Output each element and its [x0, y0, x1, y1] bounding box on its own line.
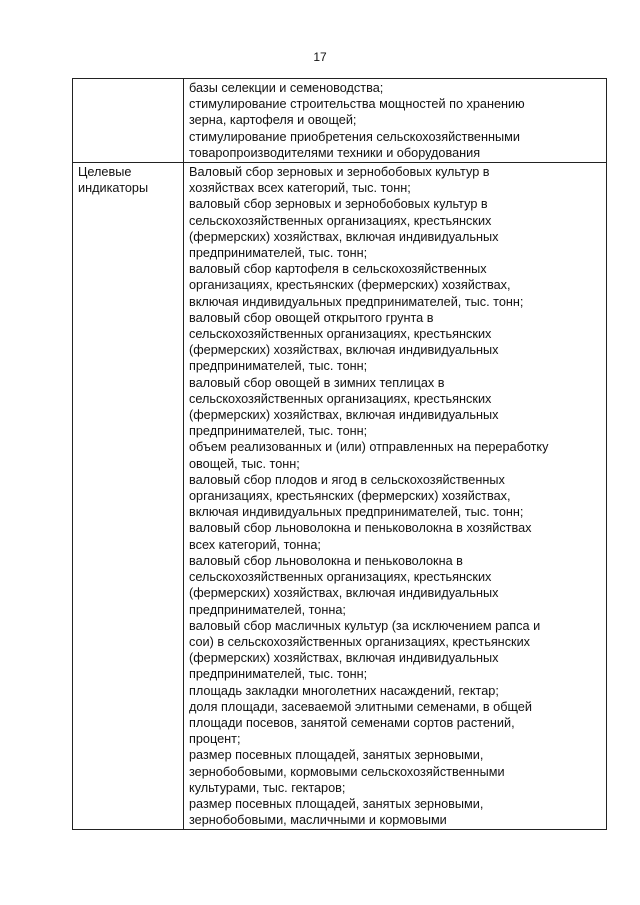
text-line: сельскохозяйственных организациях, крестьянских	[189, 327, 492, 342]
text-line: валовый сбор льноволокна и пеньковолокна в	[189, 553, 463, 568]
text-line: сельскохозяйственных организациях, крестьянских	[189, 570, 492, 585]
text-line: предпринимателей, тонна;	[189, 602, 346, 617]
text-line: валовый сбор плодов и ягод в сельскохозяйственных	[189, 472, 505, 487]
text-line: валовый сбор овощей открытого грунта в	[189, 310, 434, 325]
text-line: базы селекции и семеноводства;	[189, 81, 384, 95]
page-number: 17	[313, 50, 327, 64]
text-line: (фермерских) хозяйствах, включая индивидуальных	[189, 343, 499, 358]
row-label-cell	[73, 79, 184, 163]
text-line: товаропроизводителями техники и оборудования	[189, 145, 481, 160]
text-line: процент;	[189, 732, 241, 747]
text-line: предпринимателей, тыс. тонн;	[189, 359, 368, 374]
text-line: всех категорий, тонна;	[189, 537, 321, 552]
text-line: стимулирование строительства мощностей по хранению	[189, 97, 525, 112]
text-line: валовый сбор льноволокна и пеньковолокна в хозяйствах	[189, 521, 532, 536]
text-line: площади посевов, занятой семенами сортов растений,	[189, 715, 515, 730]
text-line: размер посевных площадей, занятых зерновыми,	[189, 796, 484, 811]
text-line: сельскохозяйственных организациях, крестьянских	[189, 213, 492, 228]
text-line: организациях, крестьянских (фермерских) хозяйствах,	[189, 278, 511, 293]
row-label-line: индикаторы	[78, 181, 149, 196]
text-line: культурами, тыс. гектаров;	[189, 780, 346, 795]
text-line: (фермерских) хозяйствах, включая индивидуальных	[189, 408, 499, 423]
text-line: предпринимателей, тыс. тонн;	[189, 667, 368, 682]
row-label-cell	[73, 163, 184, 830]
text-line: организациях, крестьянских (фермерских) хозяйствах,	[189, 489, 511, 504]
text-line: предпринимателей, тыс. тонн;	[189, 246, 368, 261]
text-line: включая индивидуальных предпринимателей, тыс. тонн;	[189, 294, 524, 309]
text-line: хозяйствах всех категорий, тыс. тонн;	[189, 181, 411, 196]
text-line: зерна, картофеля и овощей;	[189, 113, 357, 128]
text-line: объем реализованных и (или) отправленных на переработку	[189, 440, 549, 455]
row-content-cell	[184, 79, 607, 163]
table-row	[73, 79, 607, 163]
text-line: предпринимателей, тыс. тонн;	[189, 424, 368, 439]
text-line: (фермерских) хозяйствах, включая индивидуальных	[189, 651, 499, 666]
text-line: валовый сбор картофеля в сельскохозяйственных	[189, 262, 487, 277]
text-line: зернобобовыми, масличными и кормовыми	[189, 813, 447, 828]
text-line: площадь закладки многолетних насаждений, гектар;	[189, 683, 499, 698]
table-row	[73, 163, 607, 830]
text-line: сои) в сельскохозяйственных организациях, крестьянских	[189, 634, 531, 649]
row-content-cell	[184, 163, 607, 830]
text-line: доля площади, засеваемой элитными семенами, в общей	[189, 699, 532, 714]
text-line: (фермерских) хозяйствах, включая индивидуальных	[189, 586, 499, 601]
text-line: Валовый сбор зерновых и зернобобовых культур в	[189, 165, 490, 180]
text-line: (фермерских) хозяйствах, включая индивидуальных	[189, 229, 499, 244]
text-line: сельскохозяйственных организациях, крестьянских	[189, 391, 492, 406]
program-passport-table	[72, 78, 607, 830]
text-line: валовый сбор масличных культур (за исключением рапса и	[189, 618, 541, 633]
text-line: зернобобовыми, кормовыми сельскохозяйственными	[189, 764, 505, 779]
text-line: включая индивидуальных предпринимателей, тыс. тонн;	[189, 505, 524, 520]
text-line: овощей, тыс. тонн;	[189, 456, 300, 471]
text-line: валовый сбор овощей в зимних теплицах в	[189, 375, 445, 390]
text-line: валовый сбор зерновых и зернобобовых культур в	[189, 197, 488, 212]
text-line: размер посевных площадей, занятых зерновыми,	[189, 748, 484, 763]
text-line: стимулирование приобретения сельскохозяйственными	[189, 129, 520, 144]
row-label-line: Целевые	[78, 165, 132, 180]
